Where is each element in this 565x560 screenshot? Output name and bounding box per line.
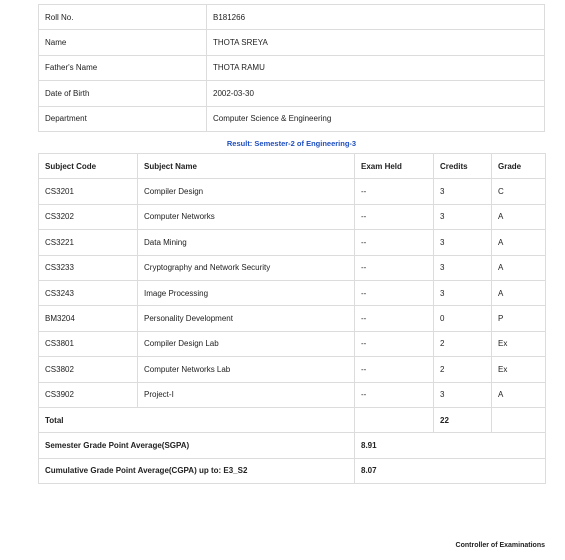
credits-cell: 0 <box>434 306 492 331</box>
exam-held-cell: -- <box>355 306 434 331</box>
info-value: THOTA SREYA <box>207 30 545 55</box>
grade-cell: A <box>492 204 546 229</box>
credits-cell: 2 <box>434 331 492 356</box>
col-credits: Credits <box>434 154 492 179</box>
subject-code-cell: CS3801 <box>39 331 138 356</box>
subject-code-cell: CS3221 <box>39 230 138 255</box>
grade-cell: A <box>492 280 546 305</box>
info-label: Father's Name <box>39 55 207 80</box>
table-row <box>39 204 546 229</box>
subject-code-cell: CS3902 <box>39 382 138 407</box>
table-row <box>39 230 546 255</box>
info-value: Computer Science & Engineering <box>207 106 545 131</box>
total-label: Total <box>39 407 355 432</box>
subject-name-cell: Compiler Design <box>138 179 355 204</box>
credits-cell: 3 <box>434 204 492 229</box>
subject-name-cell: Compiler Design Lab <box>138 331 355 356</box>
exam-held-cell: -- <box>355 280 434 305</box>
credits-cell: 3 <box>434 280 492 305</box>
table-row <box>39 255 546 280</box>
marks-header-row <box>39 154 546 179</box>
info-row <box>39 106 545 131</box>
subject-name-cell: Project-I <box>138 382 355 407</box>
col-subject-code: Subject Code <box>39 154 138 179</box>
table-row <box>39 280 546 305</box>
cgpa-row <box>39 458 546 483</box>
exam-held-cell: -- <box>355 204 434 229</box>
sgpa-value: 8.91 <box>355 433 546 458</box>
marks-table <box>38 153 546 484</box>
info-label: Date of Birth <box>39 81 207 106</box>
info-row <box>39 30 545 55</box>
result-title: Result: Semester-2 of Engineering-3 <box>226 139 357 148</box>
grade-cell: P <box>492 306 546 331</box>
grade-cell: C <box>492 179 546 204</box>
subject-code-cell: BM3204 <box>39 306 138 331</box>
exam-held-cell: -- <box>355 255 434 280</box>
exam-held-cell: -- <box>355 331 434 356</box>
grade-cell: Ex <box>492 331 546 356</box>
col-exam-held: Exam Held <box>355 154 434 179</box>
student-info-table <box>38 4 545 132</box>
total-empty <box>355 407 434 432</box>
table-row <box>39 306 546 331</box>
info-label: Name <box>39 30 207 55</box>
total-row <box>39 407 546 432</box>
sgpa-label: Semester Grade Point Average(SGPA) <box>39 433 355 458</box>
info-value: 2002-03-30 <box>207 81 545 106</box>
subject-name-cell: Cryptography and Network Security <box>138 255 355 280</box>
subject-code-cell: CS3233 <box>39 255 138 280</box>
credits-cell: 3 <box>434 255 492 280</box>
subject-name-cell: Image Processing <box>138 280 355 305</box>
grade-cell: A <box>492 255 546 280</box>
exam-held-cell: -- <box>355 382 434 407</box>
info-row <box>39 5 545 30</box>
table-row <box>39 331 546 356</box>
sgpa-row <box>39 433 546 458</box>
exam-held-cell: -- <box>355 357 434 382</box>
info-label: Department <box>39 106 207 131</box>
subject-code-cell: CS3243 <box>39 280 138 305</box>
info-value: B181266 <box>207 5 545 30</box>
grade-cell: A <box>492 382 546 407</box>
controller-signature-label: Controller of Examinations <box>455 542 545 549</box>
grade-cell: A <box>492 230 546 255</box>
subject-name-cell: Personality Development <box>138 306 355 331</box>
cgpa-value: 8.07 <box>355 458 546 483</box>
info-value: THOTA RAMU <box>207 55 545 80</box>
subject-name-cell: Data Mining <box>138 230 355 255</box>
credits-cell: 2 <box>434 357 492 382</box>
subject-name-cell: Computer Networks <box>138 204 355 229</box>
cgpa-label: Cumulative Grade Point Average(CGPA) up to: E3_S2 <box>39 458 355 483</box>
subject-code-cell: CS3201 <box>39 179 138 204</box>
credits-cell: 3 <box>434 230 492 255</box>
col-grade: Grade <box>492 154 546 179</box>
info-row <box>39 81 545 106</box>
table-row <box>39 382 546 407</box>
table-row <box>39 357 546 382</box>
subject-code-cell: CS3202 <box>39 204 138 229</box>
exam-held-cell: -- <box>355 230 434 255</box>
subject-code-cell: CS3802 <box>39 357 138 382</box>
table-row <box>39 179 546 204</box>
exam-held-cell: -- <box>355 179 434 204</box>
info-label: Roll No. <box>39 5 207 30</box>
info-row <box>39 55 545 80</box>
subject-name-cell: Computer Networks Lab <box>138 357 355 382</box>
credits-cell: 3 <box>434 382 492 407</box>
grade-cell: Ex <box>492 357 546 382</box>
total-grade-empty <box>492 407 546 432</box>
credits-cell: 3 <box>434 179 492 204</box>
col-subject-name: Subject Name <box>138 154 355 179</box>
total-credits: 22 <box>434 407 492 432</box>
